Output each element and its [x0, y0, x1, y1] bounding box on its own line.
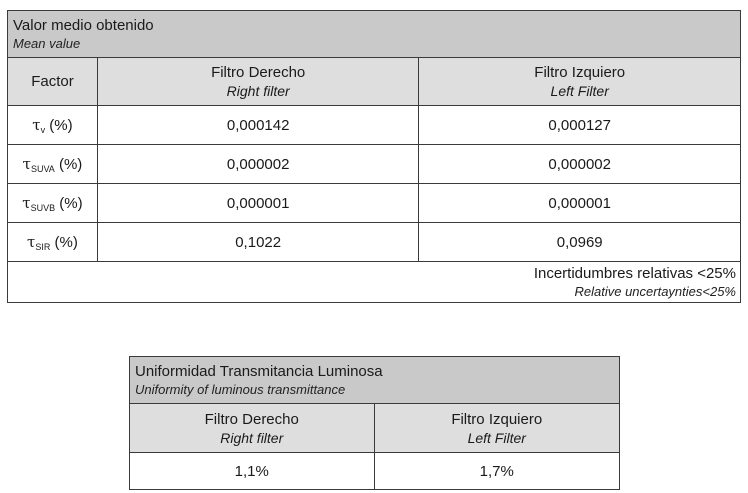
uniformity-subtitle: Uniformity of luminous transmittance — [135, 382, 346, 397]
left-value-cell: 0,000001 — [419, 184, 741, 223]
table-row — [8, 223, 741, 262]
header-left-filter: Filtro Izquiero Left Filter — [419, 58, 741, 106]
uniformity-right-value: 1,1% — [130, 453, 375, 490]
right-value-cell: 0,000001 — [97, 184, 419, 223]
left-value-cell: 0,000002 — [419, 145, 741, 184]
right-value-cell: 0,1022 — [97, 223, 419, 262]
right-value-cell: 0,000142 — [97, 106, 419, 145]
uncertainty-note: Incertidumbres relativas <25% — [533, 265, 736, 282]
uniformity-left-value: 1,7% — [374, 453, 620, 490]
left-value-cell: 0,000127 — [419, 106, 741, 145]
table-row — [8, 106, 741, 145]
table-row — [8, 145, 741, 184]
uniformity-header-left: Filtro Izquiero Left Filter — [374, 404, 620, 453]
left-value-cell: 0,0969 — [419, 223, 741, 262]
right-value-cell: 0,000002 — [97, 145, 419, 184]
table-row — [8, 184, 741, 223]
mean-table-subtitle: Mean value — [13, 36, 81, 51]
mean-table-title: Valor medio obtenido — [13, 17, 154, 34]
factor-cell: $\tau_{SUVB}$ (%) — [8, 184, 98, 223]
uniformity-title: Uniformidad Transmitancia Luminosa — [135, 363, 383, 380]
uncertainty-note-cell — [8, 262, 741, 303]
mean-table-title-cell — [8, 11, 741, 58]
uniformity-header-right: Filtro Derecho Right filter — [130, 404, 375, 453]
uniformity-title-cell — [130, 357, 620, 404]
mean-value-table — [7, 10, 741, 303]
table-row — [130, 453, 620, 490]
header-factor: Factor — [8, 58, 98, 106]
uniformity-table — [129, 356, 620, 490]
factor-cell: $\tau_v$ (%) — [8, 106, 98, 145]
factor-cell: $\tau_{SIR}$ (%) — [8, 223, 98, 262]
header-right-filter: Filtro Derecho Right filter — [97, 58, 419, 106]
uncertainty-note-english: Relative uncertaynties<25% — [574, 284, 736, 299]
factor-cell: $\tau_{SUVA}$ (%) — [8, 145, 98, 184]
